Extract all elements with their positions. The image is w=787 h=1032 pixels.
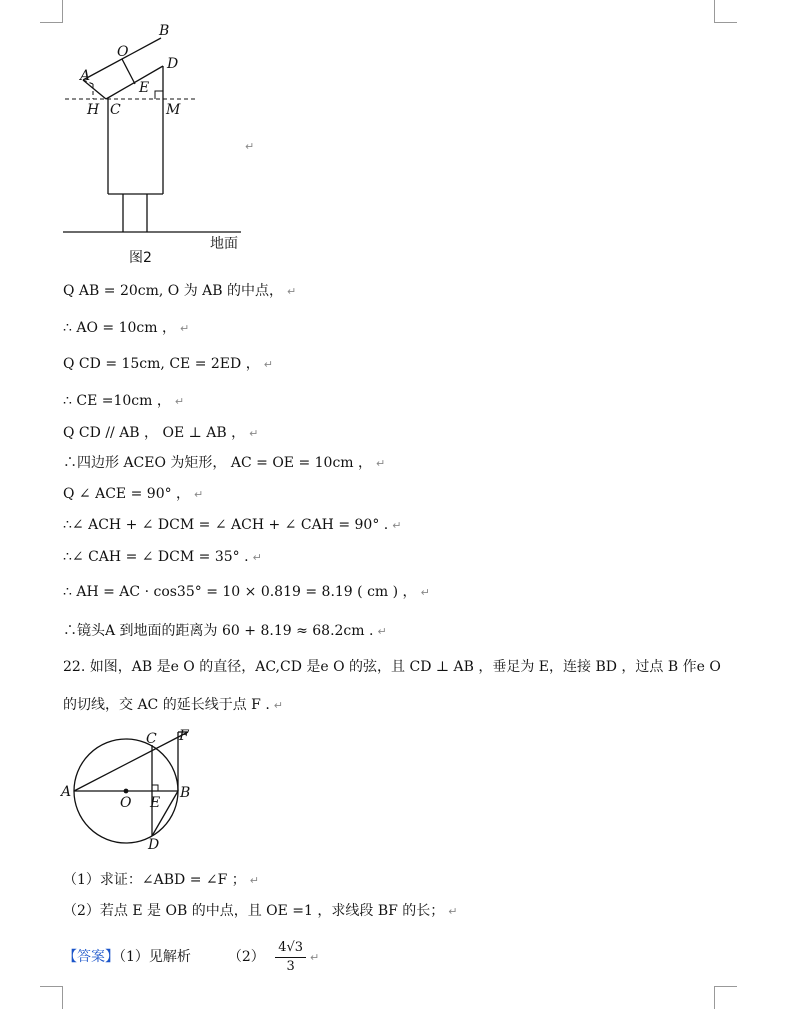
page-corner-mark-bottom-left xyxy=(40,986,63,1009)
solution-line-3: Q CD = 15cm, CE = 2ED ， ↵ xyxy=(63,356,273,372)
label-d: D xyxy=(167,56,179,72)
label-m: M xyxy=(166,102,181,118)
answer-tag: 【答案】 xyxy=(63,949,119,965)
return-mark: ↵ xyxy=(245,140,255,153)
center-point-o xyxy=(124,789,129,794)
label-o: O xyxy=(120,795,132,811)
label-o: O xyxy=(117,44,129,60)
solution-line-9: ∴∠ CAH = ∠ DCM = 35° . ↵ xyxy=(63,549,262,565)
label-a: A xyxy=(80,68,91,84)
label-c: C xyxy=(146,731,157,747)
ground-label: 地面 xyxy=(210,236,238,252)
label-b: B xyxy=(180,785,191,801)
solution-line-5: Q CD // AB ， OE ⊥ AB ， ↵ xyxy=(63,425,259,441)
figure-caption: 图2 xyxy=(129,250,152,266)
right-angle-mark-m xyxy=(155,91,163,99)
page-corner-mark-bottom-right xyxy=(714,986,737,1009)
solution-line-2: ∴ AO = 10cm ， ↵ xyxy=(63,320,190,336)
label-a: A xyxy=(61,784,72,800)
fraction-numerator: 4√3 xyxy=(275,939,306,958)
solution-line-1: Q AB = 20cm, O 为 AB 的中点， ↵ xyxy=(63,283,297,299)
fraction-denominator: 3 xyxy=(286,958,295,974)
problem-22-part-1: （1）求证：∠ABD = ∠F ； ↵ xyxy=(63,872,260,888)
problem-22-part-2: （2）若点 E 是 OB 的中点，且 OE =1 ，求线段 BF 的长； ↵ xyxy=(63,903,458,919)
answer-part-2-prefix: （2） xyxy=(227,949,265,965)
label-b: B xyxy=(159,23,170,39)
answer-fraction xyxy=(275,939,306,976)
line-af xyxy=(74,732,188,791)
segment-cd xyxy=(106,66,163,99)
label-f: F xyxy=(179,728,189,744)
label-e: E xyxy=(139,80,150,96)
page-corner-mark-top-right xyxy=(714,0,737,23)
label-h: H xyxy=(87,102,100,118)
label-d: D xyxy=(148,837,160,853)
figure-2-diagram xyxy=(55,18,265,273)
solution-line-10: ∴ AH = AC · cos35° = 10 × 0.819 = 8.19 ( cm ) ， ↵ xyxy=(63,584,430,600)
solution-line-7: Q ∠ ACE = 90° ， ↵ xyxy=(63,486,204,502)
problem-22-circle-figure xyxy=(58,728,208,853)
answer-line: 【答案】（1）见解析 （2） $\frac{4√3}{3}$ ↵ xyxy=(63,939,320,974)
segment-oe xyxy=(122,59,135,84)
solution-line-8: ∴∠ ACH + ∠ DCM = ∠ ACH + ∠ CAH = 90° . ↵ xyxy=(63,517,402,533)
solution-line-6: ∴四边形 ACEO 为矩形， AC = OE = 10cm ， ↵ xyxy=(63,455,386,471)
label-e: E xyxy=(150,795,161,811)
solution-line-11: ∴镜头A 到地面的距离为 60 + 8.19 ≈ 68.2cm . ↵ xyxy=(63,623,387,639)
right-angle-mark-e xyxy=(152,785,158,791)
label-c: C xyxy=(110,102,121,118)
solution-line-4: ∴ CE =10cm ， ↵ xyxy=(63,393,185,409)
answer-part-1: （1）见解析 xyxy=(119,949,191,965)
problem-22-statement: 22. 如图，AB 是e O 的直径，AC,CD 是e O 的弦，且 CD ⊥ AB ，垂足为 E，连接 BD ，过点 B 作e O 的切线，交 AC 的延长线于点 F . ↵ xyxy=(63,659,721,713)
